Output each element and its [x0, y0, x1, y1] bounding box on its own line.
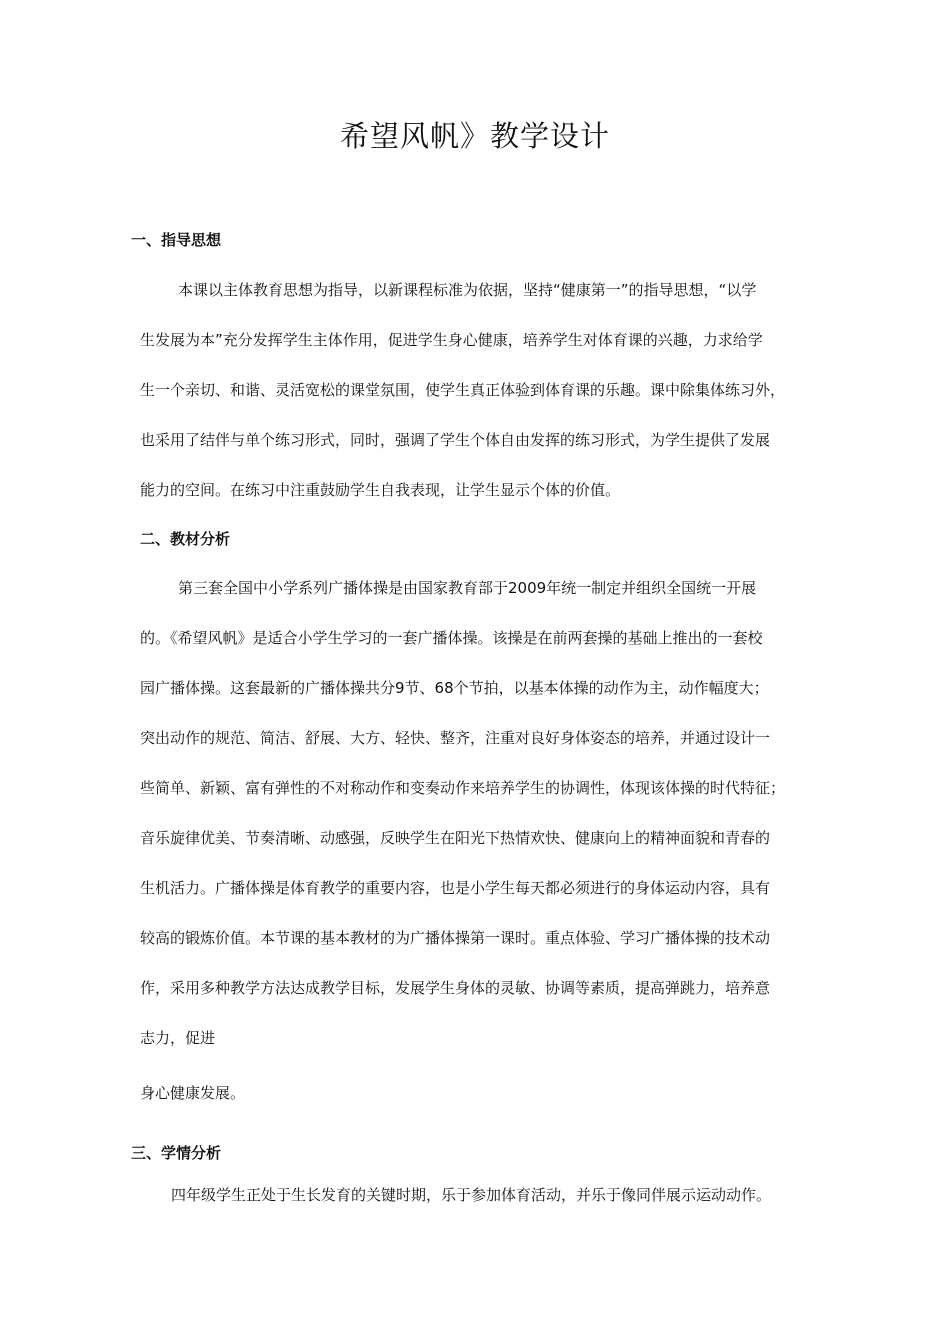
paragraph-line: 生发展为本”充分发挥学生主体作用，促进学生身心健康，培养学生对体育课的兴趣，力求给学: [140, 331, 763, 349]
paragraph-line: 突出动作的规范、简洁、舒展、大方、轻快、整齐，注重对良好身体姿态的培养，并通过设计一: [140, 729, 771, 747]
document-title: 希望风帆》教学设计: [339, 119, 610, 153]
paragraph-line: 作，采用多种教学方法达成教学目标，发展学生身体的灵敏、协调等素质，提高弹跳力，培养意: [140, 979, 771, 997]
paragraph-line: 些简单、新颖、富有弹性的不对称动作和变奏动作来培养学生的协调性，体现该体操的时代特征；: [140, 779, 786, 797]
paragraph-line: 生机活力。广播体操是体育教学的重要内容，也是小学生每天都必须进行的身体运动内容，具有: [140, 879, 771, 897]
paragraph-line: 较高的锻炼价值。本节课的基本教材的为广播体操第一课时。重点体验、学习广播体操的技术动: [140, 929, 771, 947]
paragraph-line: 园广播体操。这套最新的广播体操共分9节、68个节拍，以基本体操的动作为主，动作幅度大；: [140, 679, 769, 697]
paragraph-line: 生一个亲切、和谐、灵活宽松的课堂氛围，使学生真正体验到体育课的乐趣。课中除集体练习外，: [140, 381, 786, 399]
paragraph-tail-line: 身心健康发展。: [140, 1084, 246, 1102]
section-heading-guiding-thought: 一、指导思想: [131, 231, 222, 249]
paragraph-line: 志力，促进: [140, 1029, 216, 1047]
section-paragraph-guiding-thought: [140, 280, 830, 530]
paragraph-line: 能力的空间。在练习中注重鼓励学生自我表现，让学生显示个体的价值。: [140, 481, 621, 499]
section-heading-material-analysis: 二、教材分析: [140, 530, 231, 548]
section-paragraph-material-analysis: [140, 578, 830, 1078]
paragraph-line: 也采用了结伴与单个练习形式，同时，强调了学生个体自由发挥的练习形式，为学生提供了发展: [140, 431, 771, 449]
paragraph-line: 音乐旋律优美、节奏清晰、动感强，反映学生在阳光下热情欢快、健康向上的精神面貌和青春的: [140, 829, 771, 847]
paragraph-line: 本课以主体教育思想为指导，以新课程标准为依据，坚持“健康第一”的指导思想，“以学: [178, 281, 757, 299]
section-heading-learner-analysis: 三、学情分析: [131, 1144, 222, 1162]
paragraph-line: 第三套全国中小学系列广播体操是由国家教育部于2009年统一制定并组织全国统一开展: [178, 579, 757, 597]
section-paragraph-learner-analysis: 四年级学生正处于生长发育的关键时期，乐于参加体育活动，并乐于像同伴展示运动动作。: [171, 1186, 772, 1204]
paragraph-line: 的。《希望风帆》是适合小学生学习的一套广播体操。该操是在前两套操的基础上推出的一套校: [140, 629, 763, 647]
